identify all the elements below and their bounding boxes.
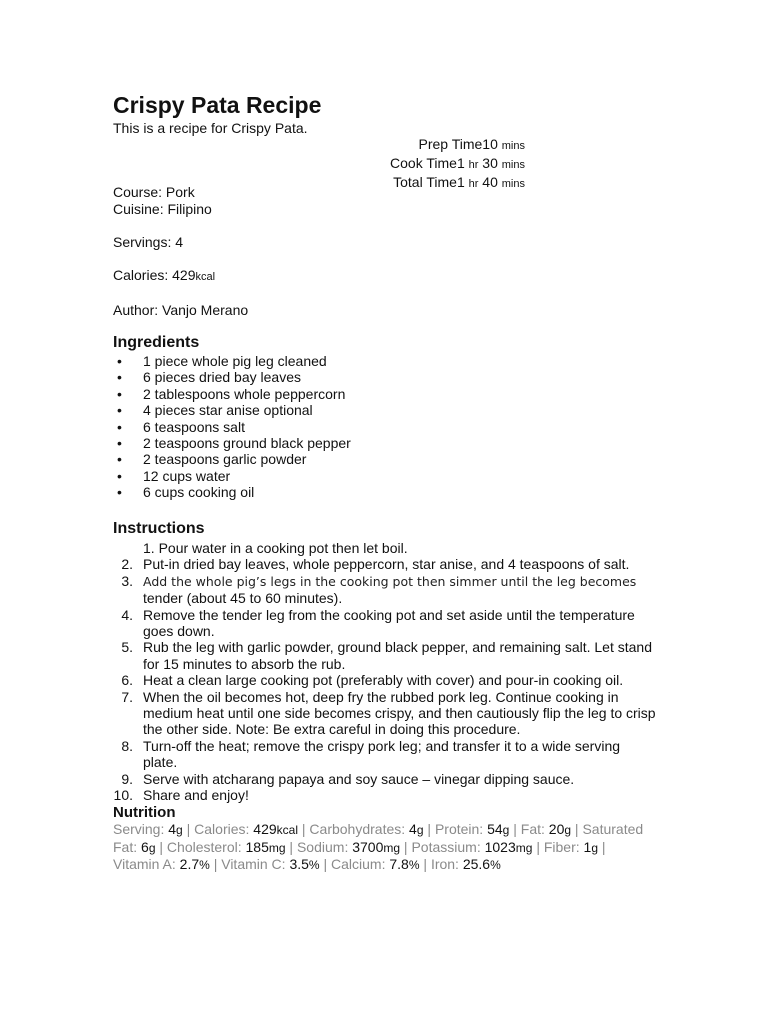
nutrition-value: 20 — [548, 821, 565, 837]
nutrition-value: 4 — [168, 821, 177, 837]
step-number: 8. — [121, 737, 133, 754]
calories-value: Calories: 429 — [113, 267, 196, 283]
author: Author: Vanjo Merano — [113, 302, 249, 318]
course: Course: Pork — [113, 184, 195, 200]
nutrition-unit: g — [176, 823, 183, 837]
nutrition-value: 6 — [141, 838, 149, 855]
nutrition-label: Vitamin A: — [113, 856, 180, 872]
instructions-heading: Instructions — [113, 520, 205, 537]
nutrition-item — [411, 839, 532, 855]
prep-time — [113, 136, 525, 155]
nutrition-value: 4 — [409, 821, 417, 837]
step-number: 4. — [121, 606, 133, 623]
nutrition-value: 7.8 — [389, 856, 409, 872]
nutrition-unit: g — [502, 823, 510, 837]
cook-time-minutes: 30 — [482, 155, 498, 171]
step-text: Share and enjoy! — [143, 787, 249, 804]
step-text-continued: tender (about 45 to 60 minutes). — [143, 590, 343, 607]
ingredient-item: • 12 cups water — [113, 468, 351, 484]
step-number: 2. — [121, 556, 133, 573]
nutrition-label: Calcium: — [331, 856, 390, 872]
ingredient-item: • 1 piece whole pig leg cleaned — [113, 353, 351, 369]
step-text: When the oil becomes hot, deep fry the rubbed pork leg. Continue cooking in medium heat until one side becomes crispy, and then cautiously flip the leg to crisp the other side. Note: Be extra careful in doing this procedure. — [143, 688, 656, 738]
calories-unit: kcal — [195, 271, 216, 283]
nutrition-label: Sodium: — [296, 838, 353, 855]
step-text: Serve with atcharang papaya and soy sauce – vinegar dipping sauce. — [143, 770, 575, 787]
step-number: 10. — [113, 787, 133, 804]
total-time-label: Total Time — [393, 174, 457, 190]
cook-time-minutes-unit: mins — [501, 159, 525, 171]
ingredient-item: • 4 pieces star anise optional — [113, 402, 351, 418]
nutrition-value: 429 — [253, 821, 277, 837]
nutrition-label: Fat: — [520, 821, 549, 837]
instruction-step — [113, 771, 658, 787]
nutrition-item — [297, 839, 400, 855]
ingredient-item: • 6 pieces dried bay leaves — [113, 369, 351, 385]
nutrition-label: Carbohydrates: — [309, 821, 410, 837]
nutrition-unit: mg — [383, 840, 401, 855]
nutrition-heading: Nutrition — [113, 804, 176, 821]
nutrition-unit: mg — [268, 840, 286, 855]
nutrition-label: Calories: — [194, 821, 254, 837]
nutrition-item — [544, 839, 598, 855]
ingredient-item: • 6 cups cooking oil — [113, 484, 351, 500]
nutrition-unit: g — [148, 840, 156, 855]
total-time-minutes: 40 — [482, 174, 498, 190]
nutrition-item — [331, 856, 420, 872]
nutrition-unit: % — [408, 858, 420, 872]
step-text: Add the whole pig’s legs in the cooking pot then simmer until the leg becomes — [143, 573, 637, 589]
nutrition-unit: % — [490, 858, 501, 872]
prep-time-unit: mins — [501, 140, 525, 152]
step-text: 1. Pour water in a cooking pot then let boil. — [143, 540, 408, 556]
cook-time-hours: 1 — [456, 155, 465, 171]
step-text: Rub the leg with garlic powder, ground black pepper, and remaining salt. Let stand for 15 minutes to absorb the rub. — [143, 639, 652, 672]
cook-time-hours-unit: hr — [468, 159, 479, 171]
step-number: 9. — [121, 770, 133, 787]
nutrition-unit: g — [591, 840, 599, 855]
nutrition-item — [113, 821, 183, 837]
calories — [113, 267, 248, 286]
ingredient-item: • 2 teaspoons garlic powder — [113, 451, 351, 467]
ingredient-item: • 2 teaspoons ground black pepper — [113, 435, 351, 451]
total-time-hours: 1 — [456, 174, 465, 190]
nutrition-unit: g — [416, 823, 424, 837]
nutrition-unit: g — [564, 823, 572, 837]
nutrition-item — [435, 821, 509, 837]
ingredient-item: • 2 tablespoons whole peppercorn — [113, 386, 351, 402]
prep-time-label: Prep Time — [418, 136, 483, 152]
nutrition-item — [431, 856, 501, 872]
instruction-step — [113, 689, 658, 738]
instruction-step — [113, 540, 658, 556]
nutrition-label: Fiber: — [543, 838, 584, 855]
cook-time-label: Cook Time — [390, 155, 457, 171]
nutrition-value: 3.5 — [289, 856, 309, 872]
instruction-step — [113, 738, 658, 771]
step-text: Put-in dried bay leaves, whole peppercorn, star anise, and 4 teaspoons of salt. — [143, 556, 630, 573]
nutrition-unit: kcal — [276, 823, 298, 837]
nutrition-value: 3700 — [352, 838, 384, 855]
instruction-step — [113, 607, 658, 640]
instruction-step — [113, 639, 658, 672]
nutrition-unit: % — [308, 858, 320, 872]
recipe-meta — [113, 184, 248, 319]
cook-time — [113, 155, 525, 174]
nutrition-unit: mg — [515, 840, 533, 855]
nutrition-unit: % — [199, 858, 210, 872]
ingredient-item: • 6 teaspoons salt — [113, 419, 351, 435]
step-number: 5. — [121, 639, 133, 656]
instructions-list — [113, 540, 658, 804]
nutrition-label: Cholesterol: — [166, 838, 246, 855]
step-number: 6. — [121, 672, 133, 689]
ingredients-heading: Ingredients — [113, 334, 200, 351]
nutrition-label: Saturated Fat: — [113, 821, 644, 855]
nutrition-item — [521, 821, 571, 837]
prep-time-value: 10 — [482, 136, 498, 152]
nutrition-item — [309, 821, 423, 837]
total-time-hours-unit: hr — [468, 178, 479, 190]
instruction-step — [113, 556, 658, 572]
step-text: Turn-off the heat; remove the crispy pork leg; and transfer it to a wide serving plate. — [143, 737, 621, 771]
nutrition-item — [167, 839, 286, 855]
total-time-minutes-unit: mins — [501, 178, 525, 190]
instruction-step — [113, 573, 658, 607]
recipe-intro: This is a recipe for Crispy Pata. — [113, 120, 308, 136]
step-number: 3. — [121, 572, 133, 589]
nutrition-label: Protein: — [434, 821, 488, 837]
nutrition-label: Potassium: — [411, 838, 485, 855]
recipe-page — [113, 90, 658, 872]
nutrition-value: 2.7 — [179, 856, 200, 872]
nutrition-item — [221, 856, 319, 872]
cuisine: Cuisine: Filipino — [113, 201, 212, 217]
nutrition-label: Vitamin C: — [221, 856, 290, 872]
step-text: Heat a clean large cooking pot (preferably with cover) and pour-in cooking oil. — [143, 672, 624, 689]
step-number: 7. — [121, 688, 133, 705]
servings: Servings: 4 — [113, 234, 184, 250]
nutrition-value: 25.6 — [462, 856, 491, 872]
nutrition-value: 185 — [245, 838, 269, 855]
nutrition-label: Serving: — [113, 821, 169, 837]
nutrition-value: 54 — [487, 821, 503, 837]
nutrition-label: Iron: — [430, 856, 463, 872]
nutrition-value: 1023 — [484, 838, 516, 855]
nutrition-item — [113, 856, 210, 872]
step-text: Remove the tender leg from the cooking pot and set aside until the temperature goes down. — [143, 606, 635, 640]
ingredients-list — [113, 353, 351, 501]
nutrition-item — [194, 821, 298, 837]
instruction-step — [113, 672, 658, 688]
page-title: Crispy Pata Recipe — [113, 92, 322, 118]
instruction-step — [113, 787, 658, 803]
nutrition-value: 1 — [583, 838, 592, 855]
nutrition-facts: Serving: 4g | Calories: 429kcal | Carbohydrates: 4g | Protein: 54g | Fat: 20g | Saturated Fat: 6g | Cholesterol: 185mg | Sodium: 3700mg | Potassium: 1023mg | Fiber: 1g | Vitamin A: 2.7% | Vitamin C: 3.5% | Calcium: 7.8% | Iron: 25.6% — [113, 821, 644, 872]
